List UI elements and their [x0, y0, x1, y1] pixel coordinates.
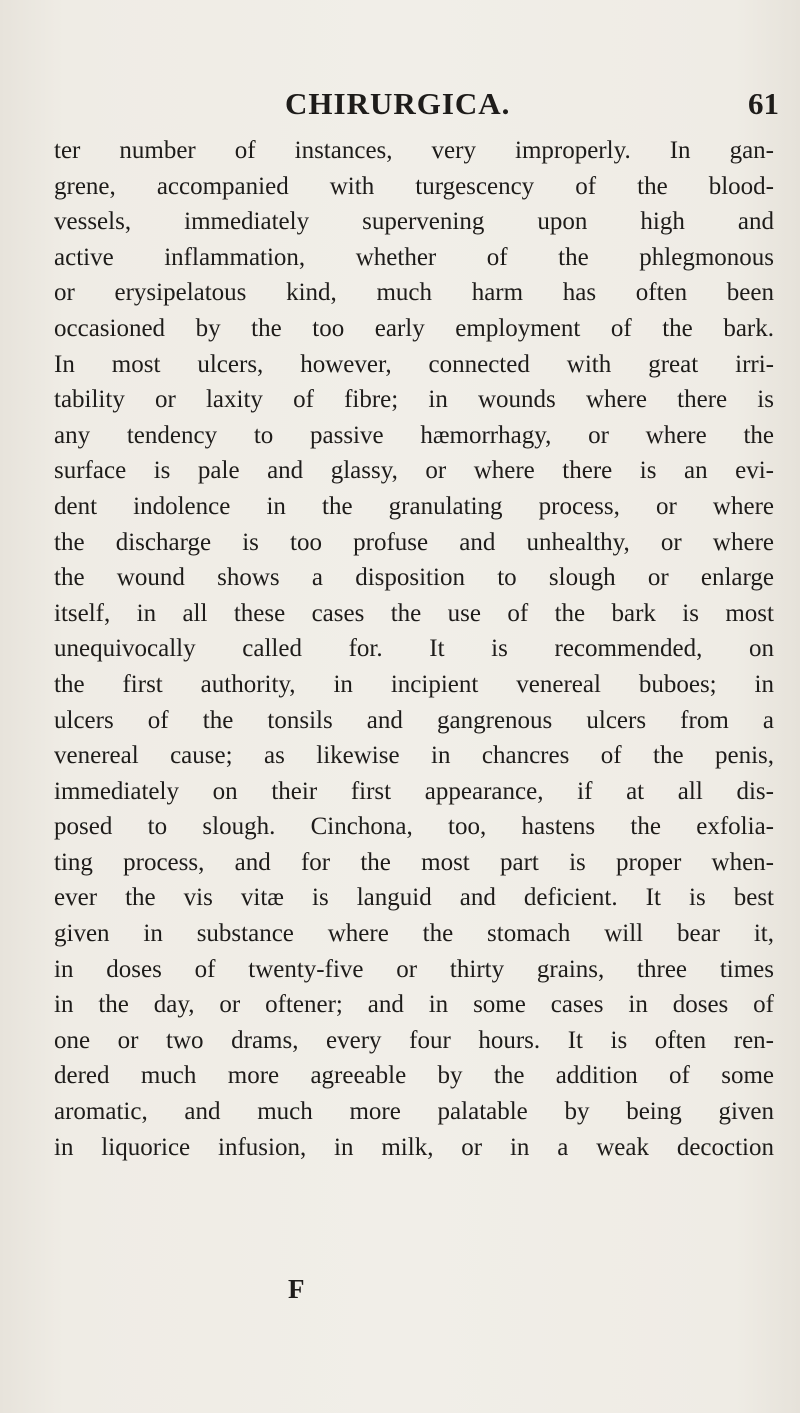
- text-line: immediately on their first appearance, if at all dis-: [54, 777, 774, 805]
- text-line: dent indolence in the granulating process, or where: [54, 492, 774, 520]
- text-line: one or two drams, every four hours. It is often ren-: [54, 1026, 774, 1054]
- text-line: ting process, and for the most part is proper when-: [54, 848, 774, 876]
- text-line: itself, in all these cases the use of the bark is most: [54, 599, 774, 627]
- text-line: active inflammation, whether of the phlegmonous: [54, 243, 774, 271]
- text-line: the wound shows a disposition to slough or enlarge: [54, 564, 774, 592]
- text-line: any tendency to passive hæmorrhagy, or where the: [54, 421, 774, 449]
- text-line: ter number of instances, very improperly. In gan-: [54, 137, 774, 164]
- text-line: surface is pale and glassy, or where there is an evi-: [54, 457, 774, 485]
- signature-mark: F: [288, 1274, 305, 1304]
- text-line: tability or laxity of fibre; in wounds where there is: [54, 386, 774, 414]
- running-head: [0, 86, 800, 126]
- text-line: venereal cause; as likewise in chancres of the penis,: [54, 742, 774, 770]
- running-title: CHIRURGICA.: [285, 86, 511, 121]
- page-number: 61: [748, 86, 779, 121]
- text-line: the discharge is too profuse and unhealthy, or where: [54, 528, 774, 556]
- text-line: in the day, or oftener; and in some cases in doses of: [54, 991, 774, 1019]
- text-line: occasioned by the too early employment of the bark.: [54, 314, 774, 342]
- text-line: ever the vis vitæ is languid and deficient. It is best: [54, 884, 774, 912]
- body-text: [54, 133, 774, 1165]
- text-line: grene, accompanied with turgescency of the blood-: [54, 172, 774, 200]
- text-line: the first authority, in incipient venereal buboes; in: [54, 670, 774, 698]
- text-line: dered much more agreeable by the addition of some: [54, 1062, 774, 1090]
- text-line: ulcers of the tonsils and gangrenous ulcers from a: [54, 706, 774, 734]
- text-line: in doses of twenty-five or thirty grains, three times: [54, 955, 774, 983]
- text-line: unequivocally called for. It is recommended, on: [54, 635, 774, 663]
- text-line: in liquorice infusion, in milk, or in a weak decoction: [54, 1133, 774, 1161]
- text-line: aromatic, and much more palatable by being given: [54, 1098, 774, 1126]
- text-line: vessels, immediately supervening upon high and: [54, 208, 774, 236]
- text-line: In most ulcers, however, connected with great irri-: [54, 350, 774, 378]
- text-line: posed to slough. Cinchona, too, hastens the exfolia-: [54, 813, 774, 841]
- text-line: given in substance where the stomach will bear it,: [54, 920, 774, 948]
- text-line: or erysipelatous kind, much harm has often been: [54, 279, 774, 307]
